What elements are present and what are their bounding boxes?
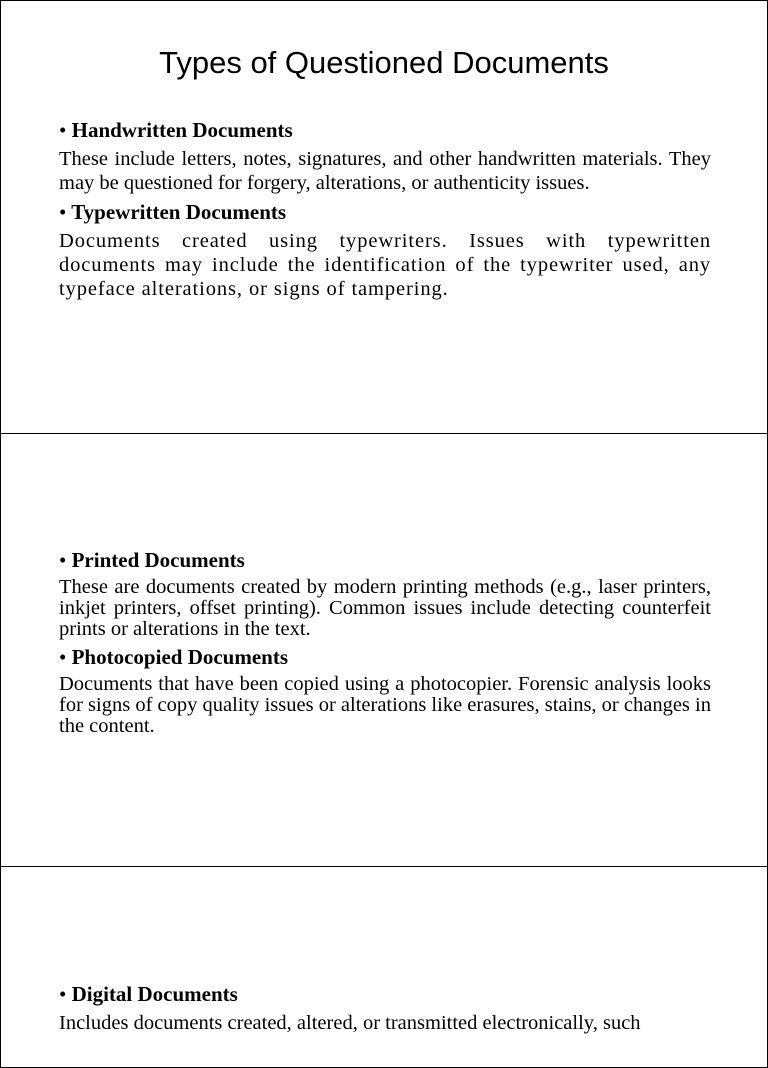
bullet-dot: •	[59, 645, 67, 669]
bullet-heading-printed: • Printed Documents	[59, 548, 245, 572]
slide-title: Types of Questioned Documents	[159, 45, 609, 80]
bullet-dot: •	[59, 548, 67, 572]
bullet-body-typewritten: Documents created using typewriters. Issues with typewritten documents may include the identification of the typewriter used, any typeface alterations, or signs of tampering.	[59, 230, 711, 300]
slide-3	[0, 866, 768, 1068]
bullet-body-photocopied: Documents that have been copied using a photocopier. Forensic analysis looks for signs of copy quality issues or alterations like erasures, stains, or changes in the content.	[59, 673, 711, 737]
bullet-heading-photocopied: • Photocopied Documents	[59, 645, 289, 669]
bullet-heading-handwritten: • Handwritten Documents	[59, 118, 293, 142]
slide-2-content	[59, 547, 711, 741]
slide-2	[0, 433, 768, 867]
bullet-body-printed: These are documents created by modern printing methods (e.g., laser printers, inkjet printers, offset printing). Common issues include detecting counterfeit prints or alterations in the text.	[59, 576, 711, 640]
slide-1	[0, 0, 768, 434]
slide-3-content	[59, 981, 711, 1039]
bullet-body-digital: Includes documents created, altered, or transmitted electronically, such	[59, 1012, 641, 1034]
bullet-dot: •	[59, 200, 67, 224]
bullet-dot: •	[59, 982, 67, 1006]
bullet-heading-typewritten: • Typewritten Documents	[59, 200, 287, 224]
bullet-body-handwritten: These include letters, notes, signatures, and other handwritten materials. They may be questioned for forgery, alterations, or authenticity issues.	[59, 148, 711, 194]
bullet-heading-digital: • Digital Documents	[59, 982, 238, 1006]
bullet-dot: •	[59, 118, 67, 142]
slide-1-content	[59, 117, 711, 305]
